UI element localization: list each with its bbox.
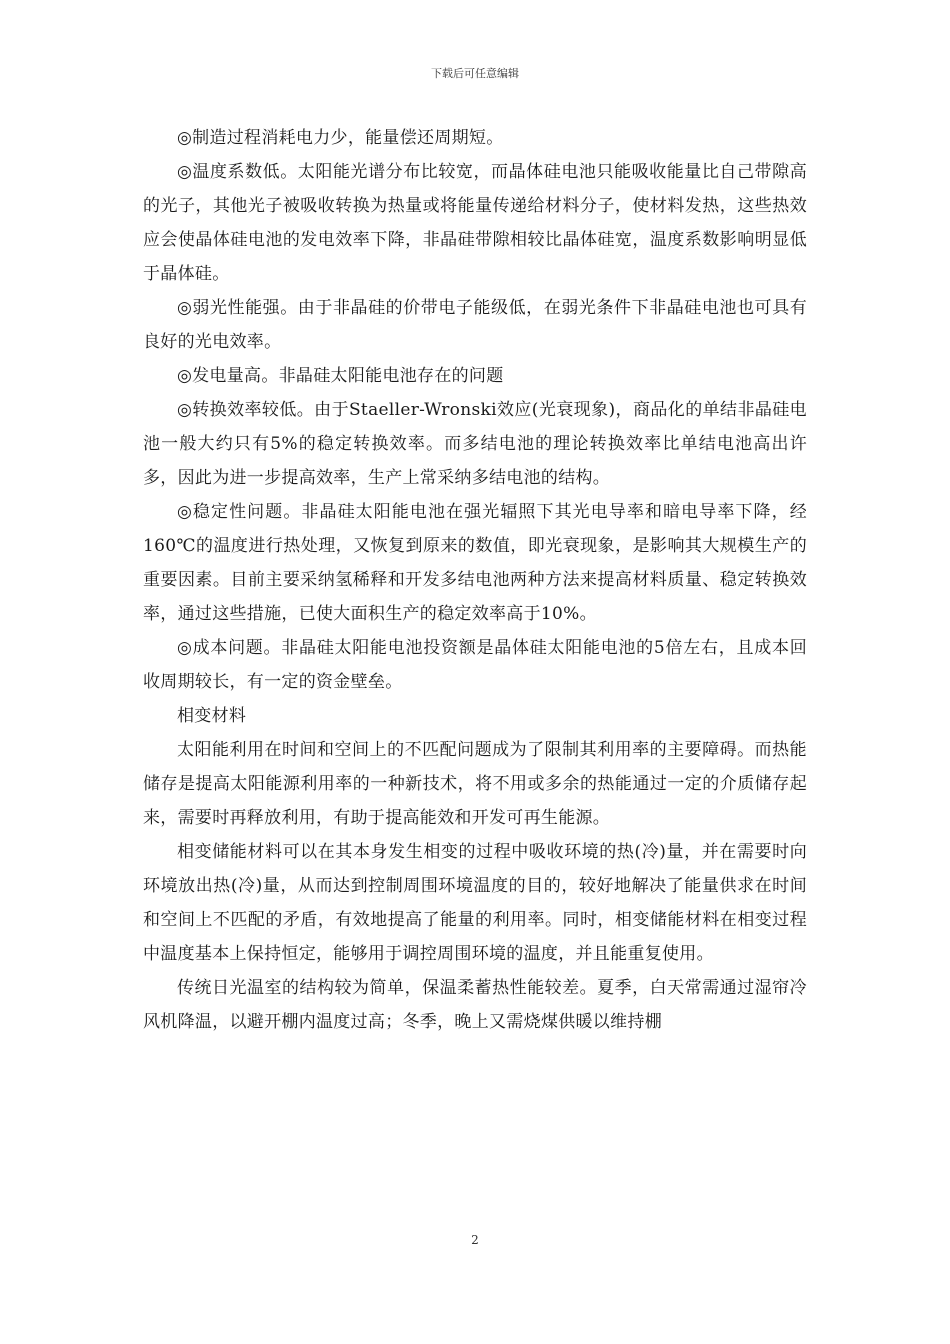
paragraph-manufacturing: ◎制造过程消耗电力少，能量偿还周期短。 [177,128,504,148]
paragraph-temperature-coefficient: ◎温度系数低。太阳能光谱分布比较宽，而晶体硅电池只能吸收能量比自己带隙高的光子，其他光子被吸收转换为热量或将能量传递给材料分子，使材料发热，这些热效应会使晶体硅电池的发电效率下降，非晶硅带隙相较比晶体硅宽，温度系数影响明显低于晶体硅。 [143,162,807,284]
paragraph-phase-change-storage: 相变储能材料可以在其本身发生相变的过程中吸收环境的热(冷)量，并在需要时向环境放出热(冷)量，从而达到控制周围环境温度的目的，较好地解决了能量供求在时间和空间上不匹配的矛盾，有效地提高了能量的利用率。同时，相变储能材料在相变过程中温度基本上保持恒定，能够用于调控周围环境的温度，并且能重复使用。 [143,842,807,964]
page-header: 下载后可任意编辑 [431,67,519,80]
paragraph-weak-light: ◎弱光性能强。由于非晶硅的价带电子能级低，在弱光条件下非晶硅电池也可具有良好的光电效率。 [143,298,807,352]
document-body [143,121,807,1039]
paragraph-solar-mismatch: 太阳能利用在时间和空间上的不匹配问题成为了限制其利用率的主要障碍。而热能储存是提高太阳能源利用率的一种新技术，将不用或多余的热能通过一定的介质储存起来，需要时再释放利用，有助于提高能效和开发可再生能源。 [143,740,807,828]
paragraph-greenhouse: 传统日光温室的结构较为简单，保温柔蓄热性能较差。夏季，白天常需通过湿帘冷风机降温，以避开棚内温度过高；冬季，晚上又需烧煤供暖以维持棚 [143,978,807,1032]
paragraph-stability: ◎稳定性问题。非晶硅太阳能电池在强光辐照下其光电导率和暗电导率下降，经160℃的温度进行热处理，又恢复到原来的数值，即光衰现象，是影响其大规模生产的重要因素。目前主要采纳氢稀释和开发多结电池两种方法来提高材料质量、稳定转换效率，通过这些措施，已使大面积生产的稳定效率高于10%。 [143,502,807,624]
paragraph-cost: ◎成本问题。非晶硅太阳能电池投资额是晶体硅太阳能电池的5倍左右，且成本回收周期较长，有一定的资金壁垒。 [143,638,807,692]
page-number: 2 [471,1233,479,1247]
paragraph-power-generation: ◎发电量高。非晶硅太阳能电池存在的问题 [177,366,504,386]
paragraph-conversion-efficiency: ◎转换效率较低。由于Staeller-Wronski效应(光衰现象)，商品化的单结非晶硅电池一般大约只有5%的稳定转换效率。而多结电池的理论转换效率比单结电池高出许多，因此为进一步提高效率，生产上常采纳多结电池的结构。 [143,400,807,488]
section-heading-phase-change: 相变材料 [177,706,247,726]
